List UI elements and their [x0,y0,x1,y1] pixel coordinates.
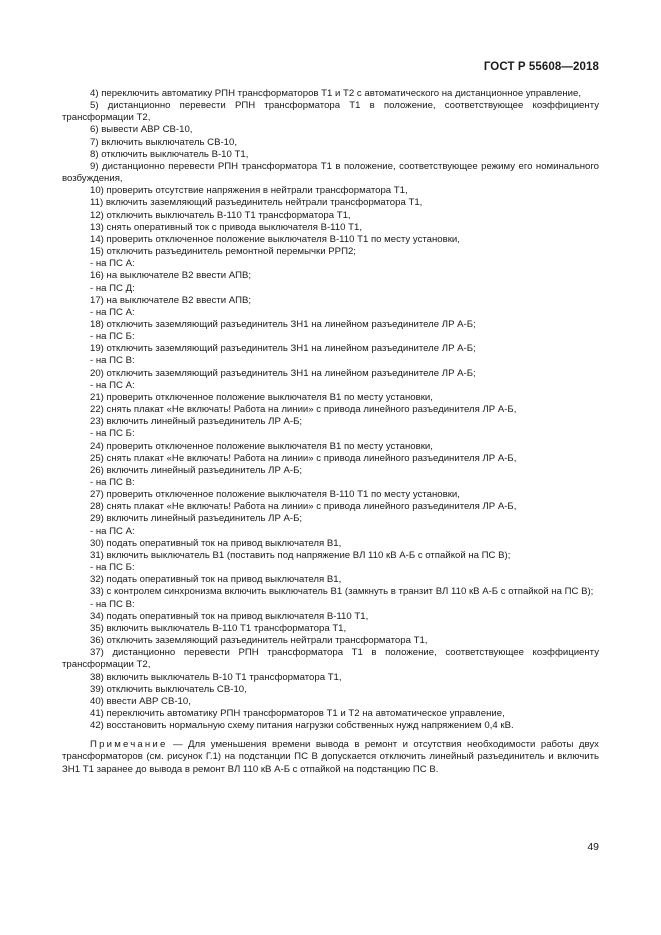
switching-step: 34) подать оперативный ток на привод выключателя В-110 Т1, [90,610,369,622]
switching-step: 35) включить выключатель В-110 Т1 трансформатора Т1, [90,622,347,634]
substation-heading: - на ПС А: [90,379,135,391]
switching-step: 23) включить линейный разъединитель ЛР А-Б; [90,416,303,428]
switching-step: 30) подать оперативный ток на привод выключателя В1, [90,537,342,549]
substation-heading: - на ПС А: [90,306,135,318]
switching-step: 18) отключить заземляющий разъединитель ЗН1 на линейном разъединителе ЛР А-Б; [90,318,476,330]
note-paragraph [62,739,599,775]
switching-step: 24) проверить отключенное положение выключателя В1 по месту установки, [90,440,433,452]
switching-steps-list [62,88,599,732]
substation-heading: - на ПС В: [90,355,135,367]
switching-step: 42) восстановить нормальную схему питания нагрузки собственных нужд напряжением 0,4 кВ. [90,720,514,732]
document-code: ГОСТ Р 55608—2018 [483,61,599,73]
switching-step: 33) с контролем синхронизма включить выключатель В1 (замкнуть в транзит ВЛ 110 кВ А-Б с отпайкой на ПС В); [90,586,594,598]
switching-step: 17) на выключателе В2 ввести АПВ; [90,294,252,306]
switching-step: 41) переключить автоматику РПН трансформаторов Т1 и Т2 на автоматическое управление, [90,707,505,719]
substation-heading: - на ПС В: [90,598,135,610]
switching-step: 4) переключить автоматику РПН трансформаторов Т1 и Т2 с автоматического на дистанционное управление, [90,88,581,99]
switching-step: 6) вывести АВР СВ-10, [90,124,193,136]
page-number: 49 [587,841,599,853]
switching-step: 31) включить выключатель В1 (поставить под напряжение ВЛ 110 кВ А-Б с отпайкой на ПС В); [90,549,511,561]
switching-step: 32) подать оперативный ток на привод выключателя В1, [90,574,342,586]
note-text: Для уменьшения времени вывода в ремонт и отсутствия необходимости работы двух трансформаторов (см. рисунок Г.1) на подстанции ПС В допускается отключить линейный разъединитель и включить ЗН1 Т1 заранее до вывода в ремонт ВЛ 110 кВ А-Б с отпайкой на подстанцию ПС В. [62,739,599,775]
switching-step: 21) проверить отключенное положение выключателя В1 по месту установки, [90,391,433,403]
switching-step: 28) снять плакат «Не включать! Работа на линии» с привода линейного разъединителя ЛР А-Б, [90,501,517,513]
switching-step: 12) отключить выключатель В-110 Т1 трансформатора Т1, [90,209,351,221]
switching-step: 8) отключить выключатель В-10 Т1, [90,148,249,160]
switching-step: 13) снять оперативный ток с привода выключателя В-110 Т1, [90,221,363,233]
switching-step: 22) снять плакат «Не включать! Работа на линии» с привода линейного разъединителя ЛР А-Б, [90,404,517,416]
note-dash: — [167,739,189,751]
switching-step: 40) ввести АВР СВ-10, [90,695,191,707]
switching-step: 14) проверить отключенное положение выключателя В-110 Т1 по месту установки, [90,233,460,245]
substation-heading: - на ПС Б: [90,428,135,440]
switching-step: 37) дистанционно перевести РПН трансформатора Т1 в положение, соответствующее коэффициенту трансформации Т2, [62,647,599,671]
switching-step: 9) дистанционно перевести РПН трансформатора Т1 в положение, соответствующее режиму его номинального возбуждения, [62,160,599,185]
switching-step: 20) отключить заземляющий разъединитель ЗН1 на линейном разъединителе ЛР А-Б; [90,367,476,379]
substation-heading: - на ПС Д: [90,282,135,294]
switching-step: 11) включить заземляющий разъединитель нейтрали трансформатора Т1, [90,197,423,209]
switching-step: 38) включить выключатель В-10 Т1 трансформатора Т1, [90,671,342,683]
switching-step: 10) проверить отсутствие напряжения в нейтрали трансформатора Т1, [90,185,408,197]
switching-step: 16) на выключателе В2 ввести АПВ; [90,270,252,282]
switching-step: 7) включить выключатель СВ-10, [90,136,238,148]
substation-heading: - на ПС А: [90,525,135,537]
switching-step: 5) дистанционно перевести РПН трансформатора Т1 в положение, соответствующее коэффициенту трансформации Т2, [62,100,599,124]
switching-step: 39) отключить выключатель СВ-10, [90,683,247,695]
substation-heading: - на ПС В: [90,477,135,488]
switching-step: 36) отключить заземляющий разъединитель нейтрали трансформатора Т1, [90,635,428,647]
substation-heading: - на ПС А: [90,258,135,270]
switching-step: 25) снять плакат «Не включать! Работа на линии» с привода линейного разъединителя ЛР А-Б, [90,452,517,464]
substation-heading: - на ПС Б: [90,331,135,343]
switching-step: 26) включить линейный разъединитель ЛР А-Б; [90,464,303,476]
switching-step: 19) отключить заземляющий разъединитель ЗН1 на линейном разъединителе ЛР А-Б; [90,343,476,355]
page-content [62,88,599,776]
switching-step: 15) отключить разъединитель ремонтной перемычки РРП2; [90,246,356,258]
substation-heading: - на ПС Б: [90,562,135,574]
note-label: Примечание [90,739,168,751]
switching-step: 27) проверить отключенное положение выключателя В-110 Т1 по месту установки, [90,489,460,501]
switching-step: 29) включить линейный разъединитель ЛР А-Б; [90,513,303,525]
